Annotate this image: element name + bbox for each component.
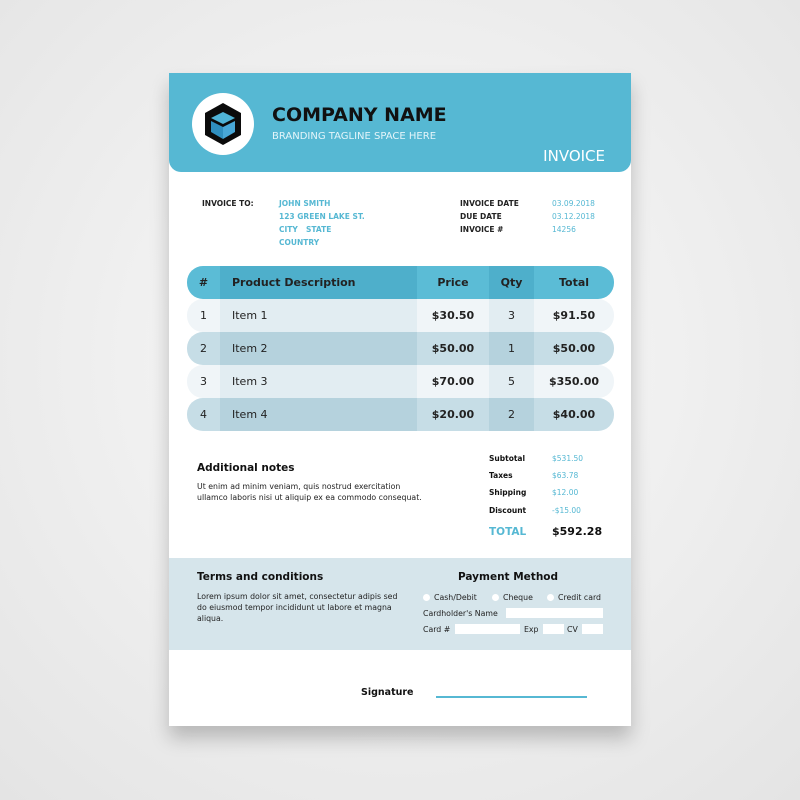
radio-cheque[interactable]	[492, 594, 499, 601]
document-title: INVOICE	[543, 147, 605, 165]
cell-description: Item 3	[220, 365, 417, 398]
col-description: Product Description	[220, 266, 417, 299]
cell-total: $350.00	[548, 375, 600, 388]
shipping-label: Shipping	[489, 488, 527, 497]
cell-description: Item 2	[220, 332, 417, 365]
table-row	[187, 365, 614, 398]
invoice-date: 03.09.2018	[552, 199, 595, 208]
col-number: #	[198, 276, 209, 289]
company-logo	[192, 93, 254, 155]
taxes-value: $63.78	[552, 471, 579, 480]
col-price: Price	[437, 276, 469, 289]
cell-qty: 3	[489, 299, 534, 332]
invoice-number-label: INVOICE #	[460, 225, 504, 234]
cell-qty: 1	[489, 332, 534, 365]
subtotal-value: $531.50	[552, 454, 584, 463]
invoice-number: 14256	[552, 225, 576, 234]
invoice-header	[169, 73, 631, 172]
discount-label: Discount	[489, 506, 527, 515]
notes-title: Additional notes	[197, 462, 295, 474]
items-table	[187, 266, 614, 431]
due-date: 03.12.2018	[552, 212, 595, 221]
cell-qty: 5	[489, 365, 534, 398]
cell-total: $91.50	[552, 309, 596, 322]
client-city: CITY	[279, 225, 298, 234]
cardholder-field[interactable]	[506, 608, 603, 618]
discount-value: -$15.00	[552, 506, 581, 515]
cell-price: $70.00	[431, 375, 475, 388]
cardholder-label: Cardholder's Name	[423, 609, 498, 618]
subtotal-label: Subtotal	[489, 454, 526, 463]
cell-price: $50.00	[431, 342, 475, 355]
client-street: 123 GREEN LAKE ST.	[279, 212, 365, 221]
cell-price: $30.50	[431, 309, 475, 322]
invoice-to-label: INVOICE TO:	[202, 199, 254, 208]
cell-total: $50.00	[552, 342, 596, 355]
cell-price: $20.00	[431, 408, 475, 421]
cv-field[interactable]	[582, 624, 603, 634]
option-credit-card: Credit card	[558, 593, 602, 602]
option-cheque: Cheque	[503, 593, 533, 602]
option-cash: Cash/Debit	[434, 593, 477, 602]
terms-title: Terms and conditions	[197, 571, 324, 583]
client-name: JOHN SMITH	[279, 199, 331, 208]
tagline: BRANDING TAGLINE SPACE HERE	[272, 131, 437, 142]
client-state: STATE	[306, 225, 332, 234]
table-row	[187, 332, 614, 365]
signature-line[interactable]	[436, 696, 587, 698]
radio-credit-card[interactable]	[547, 594, 554, 601]
terms-text: Lorem ipsum dolor sit amet, consectetur adipis sed do eiusmod tempor incididunt ut labore et magna aliqua.	[197, 592, 398, 623]
notes-text: Ut enim ad minim veniam, quis nostrud exercitation ullamco laboris nisi ut aliquip ex ea commodo consequat.	[197, 482, 422, 502]
payment-title: Payment Method	[458, 571, 559, 583]
total-label: TOTAL	[489, 526, 527, 538]
signature-label: Signature	[361, 687, 414, 698]
card-number-label: Card #	[423, 625, 451, 634]
cell-number: 1	[200, 309, 207, 322]
company-name: COMPANY NAME	[272, 104, 447, 126]
invoice-date-label: INVOICE DATE	[460, 199, 519, 208]
exp-label: Exp	[524, 625, 539, 634]
col-qty: Qty	[489, 266, 534, 299]
cube-icon	[201, 100, 245, 148]
taxes-label: Taxes	[489, 471, 513, 480]
cell-number: 4	[200, 408, 207, 421]
exp-field[interactable]	[543, 624, 564, 634]
invoice-sheet	[169, 73, 631, 726]
cv-label: CV	[567, 625, 578, 634]
cell-description: Item 4	[220, 398, 417, 431]
cell-qty: 2	[489, 398, 534, 431]
radio-cash[interactable]	[423, 594, 430, 601]
table-header	[187, 266, 614, 299]
col-total: Total	[558, 276, 590, 289]
cell-number: 3	[200, 375, 207, 388]
total-value: $592.28	[552, 525, 603, 538]
table-row	[187, 398, 614, 431]
client-country: COUNTRY	[279, 238, 320, 247]
shipping-value: $12.00	[552, 488, 579, 497]
terms-payment-section	[169, 558, 631, 650]
due-date-label: DUE DATE	[460, 212, 502, 221]
cell-total: $40.00	[552, 408, 596, 421]
table-row	[187, 299, 614, 332]
card-number-field[interactable]	[455, 624, 520, 634]
cell-description: Item 1	[220, 299, 417, 332]
cell-number: 2	[200, 342, 207, 355]
